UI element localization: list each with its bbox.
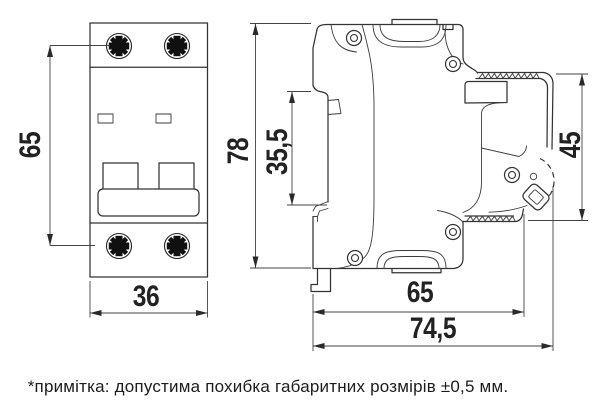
arrow-right-icon [513,309,525,315]
side-bottom-tab [392,269,441,273]
arrow-up-icon [47,46,53,58]
side-top-arch [373,25,446,48]
arrow-down-icon [289,194,295,206]
dim-front-width [90,279,208,318]
arrow-up-icon [289,92,295,104]
dim-flange-depth-label: 45 [552,131,587,159]
arrow-up-icon [579,74,585,86]
terminal-opening [465,82,507,104]
rivet-icon [446,225,461,240]
rivet-icon [347,31,362,46]
arrow-up-icon [253,24,259,36]
lower-flange-serration [467,216,515,221]
lever-pivot-dot [530,173,536,179]
lever-housing-contour [482,146,528,212]
rivet-icon [348,251,363,266]
front-body-outline [90,23,208,277]
toggle-lever-right [159,163,194,192]
arrow-down-icon [47,234,53,246]
dim-total-depth-label: 74,5 [409,310,457,345]
front-view [90,23,208,277]
rivet-icon [505,168,520,183]
lever-tie-bar [98,189,199,216]
side-toggle-lever [521,182,551,212]
dim-din-recess-label: 35,5 [259,128,294,176]
dim-front-height-label: 65 [12,131,47,159]
dim-din-recess [260,92,327,206]
dim-side-height-label: 78 [220,137,255,165]
arrow-left-icon [90,310,102,316]
upper-flange-serration [479,73,539,78]
din-spring-hook [313,202,328,222]
arrow-right-icon [542,343,554,349]
dim-front-width-label: 36 [132,278,160,313]
arrow-down-icon [253,257,259,269]
side-view [311,20,554,292]
arrow-left-icon [313,343,325,349]
toggle-lever-left [103,163,138,192]
din-clip [311,269,331,292]
rivet-icon [446,57,461,72]
tolerance-note: *примітка: допустима похибка габаритних розмірів ±0,5 мм. [27,377,509,396]
front-face-contour [463,103,507,213]
upper-flange [476,73,553,150]
arrow-down-icon [579,209,585,221]
housing-seam [331,25,463,269]
dim-body-depth-label: 65 [406,274,434,309]
din-seat-tab [328,100,341,115]
arrow-right-icon [196,310,208,316]
arrow-left-icon [313,309,325,315]
side-bottom-arch [377,251,446,269]
